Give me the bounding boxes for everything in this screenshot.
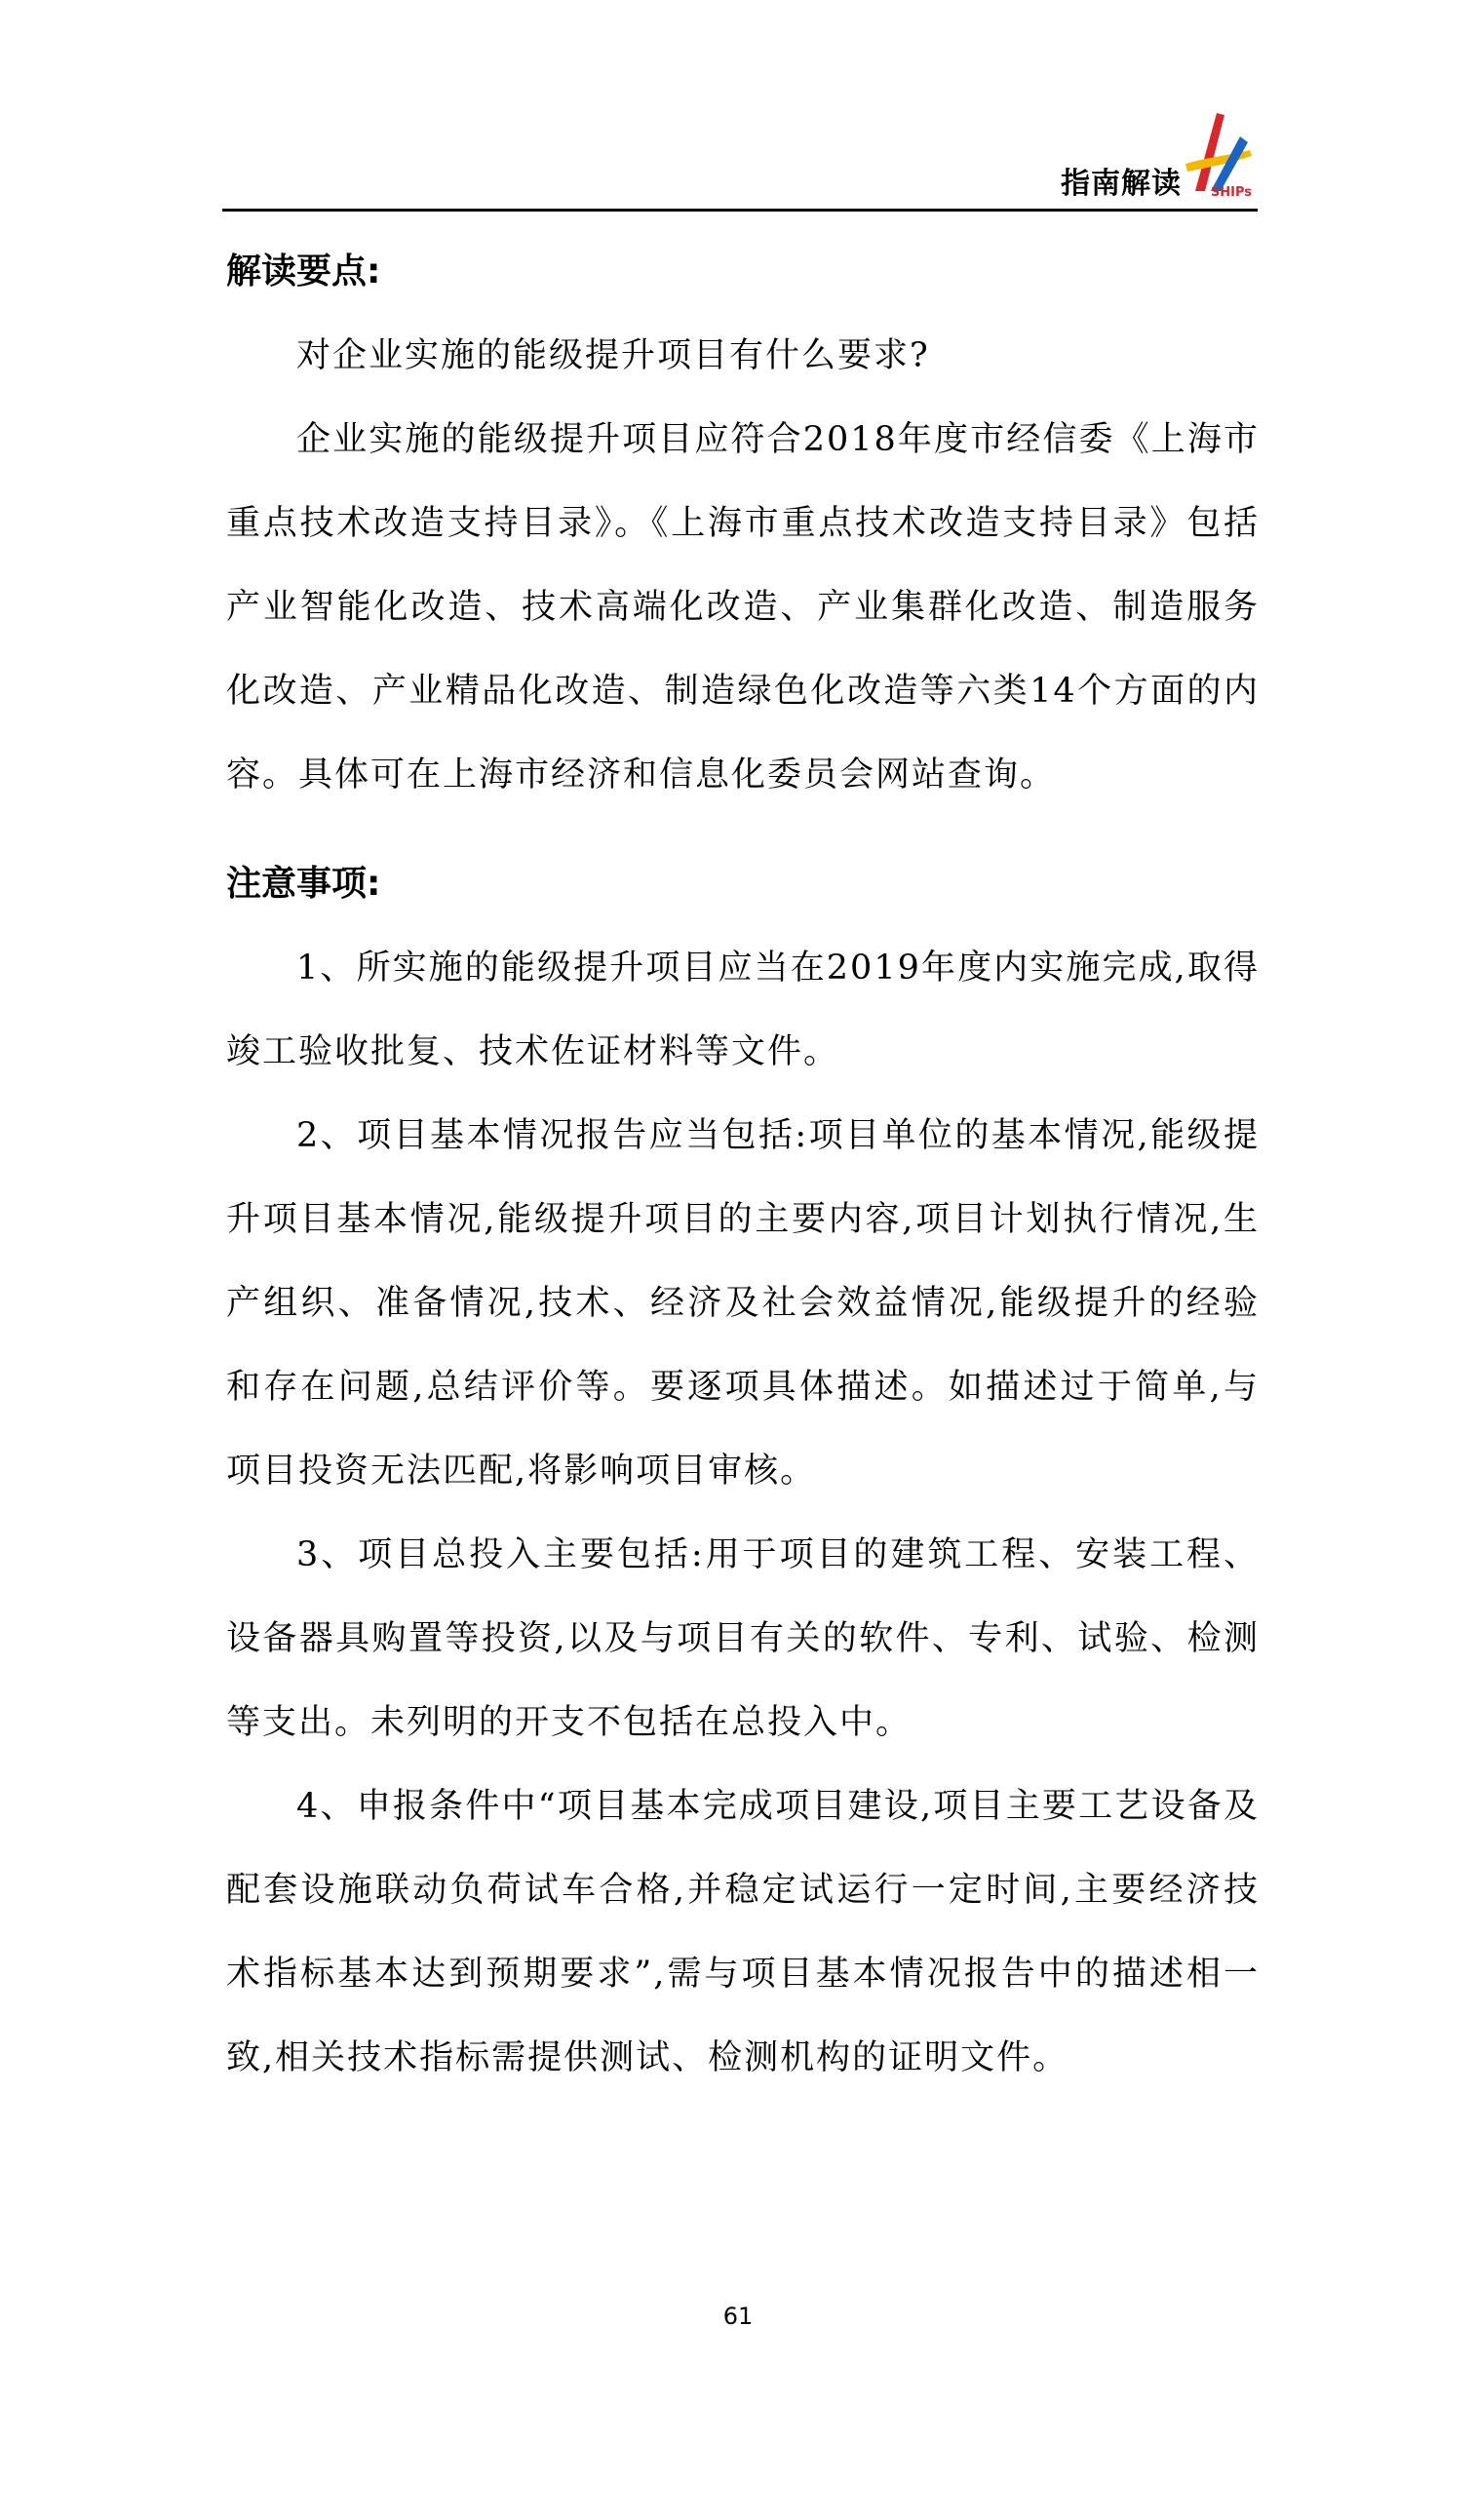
paragraph: 2、项目基本情况报告应当包括:项目单位的基本情况,能级提升项目基本情况,能级提升项目的主要内容,项目计划执行情况,生产组织、准备情况,技术、经济及社会效益情况,能级提升的经验和存在问题,总结评价等。要逐项具体描述。如描述过于简单,与项目投资无法匹配,将影响项目审核。 xyxy=(226,1116,1260,1491)
header-divider xyxy=(222,209,1258,212)
paragraph: 对企业实施的能级提升项目有什么要求? xyxy=(296,336,930,375)
paragraph: 4、申报条件中“项目基本完成项目建设,项目主要工艺设备及配套设施联动负荷试车合格,并稳定试运行一定时间,主要经济技术指标基本达到预期要求”,需与项目基本情况报告中的描述相一致,相关技术指标需提供测试、检测机构的证明文件。 xyxy=(226,1787,1260,2077)
section-spacer xyxy=(226,817,1260,842)
ships-logo xyxy=(1182,107,1258,209)
page-header xyxy=(222,107,1258,211)
section-interpretation xyxy=(226,230,1260,817)
document-body xyxy=(226,230,1260,2100)
page-number: 61 xyxy=(722,2303,754,2330)
paragraph: 企业实施的能级提升项目应符合2018年度市经信委《上海市重点技术改造支持目录》。《上海市重点技术改造支持目录》包括产业智能化改造、技术高端化改造、产业集群化改造、制造服务化改造、产业精品化改造、制造绿色化改造等六类14个方面的内容。具体可在上海市经济和信息化委员会网站查询。 xyxy=(226,420,1260,795)
paragraph: 3、项目总投入主要包括:用于项目的建筑工程、安装工程、设备器具购置等投资,以及与项目有关的软件、专利、试验、检测等支出。未列明的开支不包括在总投入中。 xyxy=(226,1535,1260,1742)
section-heading: 解读要点: xyxy=(226,252,381,291)
header-title: 指南解读 xyxy=(1061,167,1182,201)
paragraph: 1、所实施的能级提升项目应当在2019年度内实施完成,取得竣工验收批复、技术佐证材料等文件。 xyxy=(226,949,1260,1071)
logo-text: SHIPs xyxy=(1210,185,1252,200)
section-notes xyxy=(226,842,1260,2100)
logo-yellow-stroke xyxy=(1185,150,1252,172)
section-heading: 注意事项: xyxy=(226,864,381,904)
